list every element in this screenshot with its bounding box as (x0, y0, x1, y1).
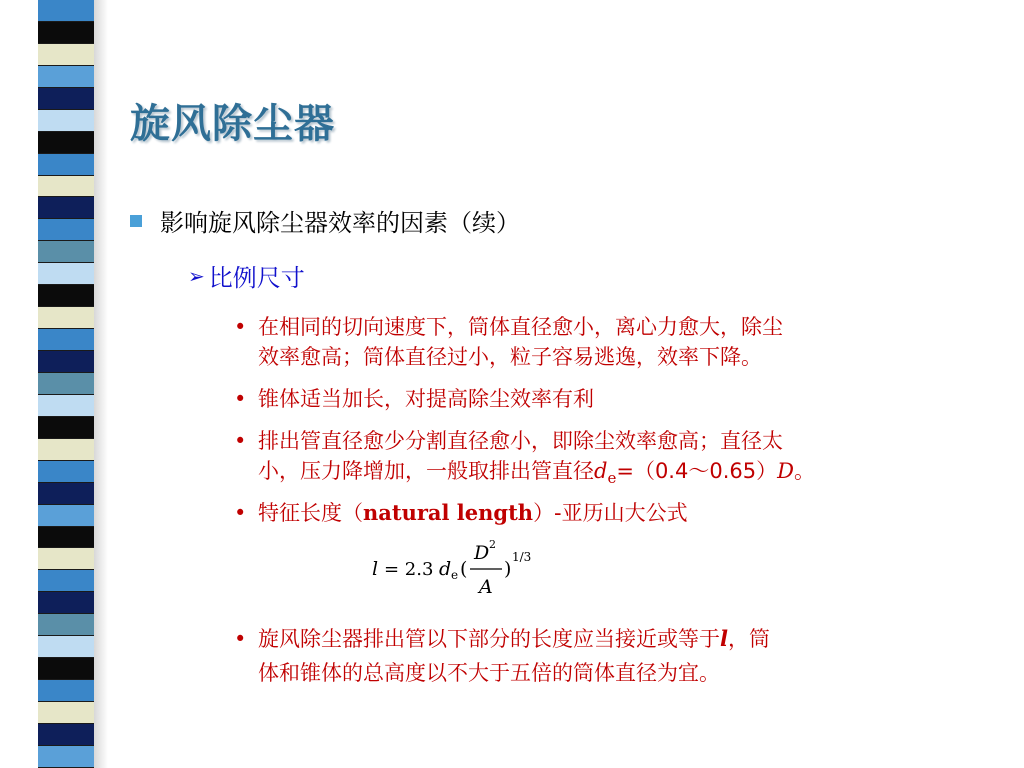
text-span: 。 (793, 459, 815, 483)
list-item-line: 锥体适当加长，对提高除尘效率有利 (258, 387, 594, 411)
list-item-line: 效率愈高；筒体直径过小，粒子容易逃逸，效率下降。 (258, 345, 762, 369)
stripe-segment (38, 110, 94, 132)
stripe-segment (38, 570, 94, 592)
stripe-segment (38, 88, 94, 110)
list-item-line (258, 622, 984, 656)
list-item (234, 384, 984, 414)
natural-length-text: natural length (363, 500, 534, 525)
symbol-D: D (777, 459, 794, 483)
stripe-segment (38, 351, 94, 373)
stripe-segment (38, 592, 94, 614)
stripe-segment (38, 395, 94, 417)
square-bullet-icon (130, 215, 142, 227)
formula-numerator-D: D (474, 542, 490, 564)
alexander-formula (370, 534, 570, 604)
bullet-level2-text: 比例尺寸 (208, 264, 305, 292)
text-span: 旋风除尘器排出管以下部分的长度应当接近或等于 (258, 627, 720, 651)
formula-subscript-e: e (451, 568, 459, 582)
formula-numerator-exponent: 2 (489, 538, 496, 551)
stripe-segment (38, 483, 94, 505)
symbol-l: l (720, 626, 728, 651)
stripe-segment (38, 702, 94, 724)
text-span: ）-亚历山大公式 (533, 501, 688, 525)
bullet-level1 (130, 203, 520, 238)
stripe-segment (38, 746, 94, 768)
stripe-segment (38, 241, 94, 263)
formula-denominator-A: A (479, 576, 493, 598)
bullet-level1-text: 影响旋风除尘器效率的因素（续） (160, 209, 520, 237)
text-span: 特征长度（ (258, 501, 363, 525)
list-item-line (258, 456, 984, 493)
list-item-line (258, 498, 984, 528)
list-item-line: 在相同的切向速度下，筒体直径愈小，离心力愈大，除尘 (258, 315, 783, 339)
formula-open-paren: ( (460, 558, 468, 580)
stripe-shadow (94, 0, 108, 768)
list-item-line: 排出管直径愈少分割直径愈小，即除尘效率愈高；直径太 (258, 429, 783, 453)
formula-d: d (439, 558, 452, 580)
dot-bullet-icon: • (234, 315, 247, 339)
stripe-segment (38, 132, 94, 154)
dot-bullet-icon: • (234, 429, 247, 453)
stripe-segment (38, 176, 94, 198)
stripe-segment (38, 439, 94, 461)
stripe-segment (38, 219, 94, 241)
text-span: ，筒 (727, 627, 770, 651)
subscript-e: e (607, 469, 617, 488)
list-item (234, 622, 984, 690)
stripe-segment (38, 548, 94, 570)
stripe-segment (38, 505, 94, 527)
stripe-segment (38, 461, 94, 483)
stripe-segment (38, 373, 94, 395)
stripe-segment (38, 724, 94, 746)
stripe-segment (38, 614, 94, 636)
stripe-segment (38, 22, 94, 44)
bullet-level2 (188, 258, 305, 293)
stripe-segment (38, 417, 94, 439)
list-item (234, 312, 984, 372)
formula-coefficient: = 2.3 (384, 559, 434, 580)
dot-bullet-icon: • (234, 501, 247, 525)
stripe-segment (38, 285, 94, 307)
dot-bullet-icon: • (234, 387, 247, 411)
dot-bullet-icon: • (234, 627, 247, 651)
stripe-segment (38, 636, 94, 658)
stripe-segment (38, 263, 94, 285)
stripe-segment (38, 307, 94, 329)
stripe-segment (38, 197, 94, 219)
decorative-stripe (38, 0, 94, 768)
formula-close-paren: ) (504, 558, 512, 580)
stripe-segment (38, 154, 94, 176)
stripe-segment (38, 527, 94, 549)
stripe-segment (38, 658, 94, 680)
arrow-bullet-icon: ➢ (188, 263, 205, 288)
list-item (234, 498, 984, 528)
list-item-line: 体和锥体的总高度以不大于五倍的筒体直径为宜。 (258, 661, 720, 685)
stripe-segment (38, 66, 94, 88)
ratio-range: =（0.4～0.65） (616, 459, 778, 483)
slide-title: 旋风除尘器 (130, 100, 335, 147)
text-span: 小，压力降增加，一般取排出管直径 (258, 459, 594, 483)
stripe-segment (38, 44, 94, 66)
stripe-segment (38, 680, 94, 702)
list-item (234, 426, 984, 493)
formula-l: l (372, 558, 379, 580)
stripe-segment (38, 0, 94, 22)
symbol-d: d (594, 459, 608, 483)
formula-exponent: 1/3 (512, 550, 532, 564)
stripe-segment (38, 329, 94, 351)
